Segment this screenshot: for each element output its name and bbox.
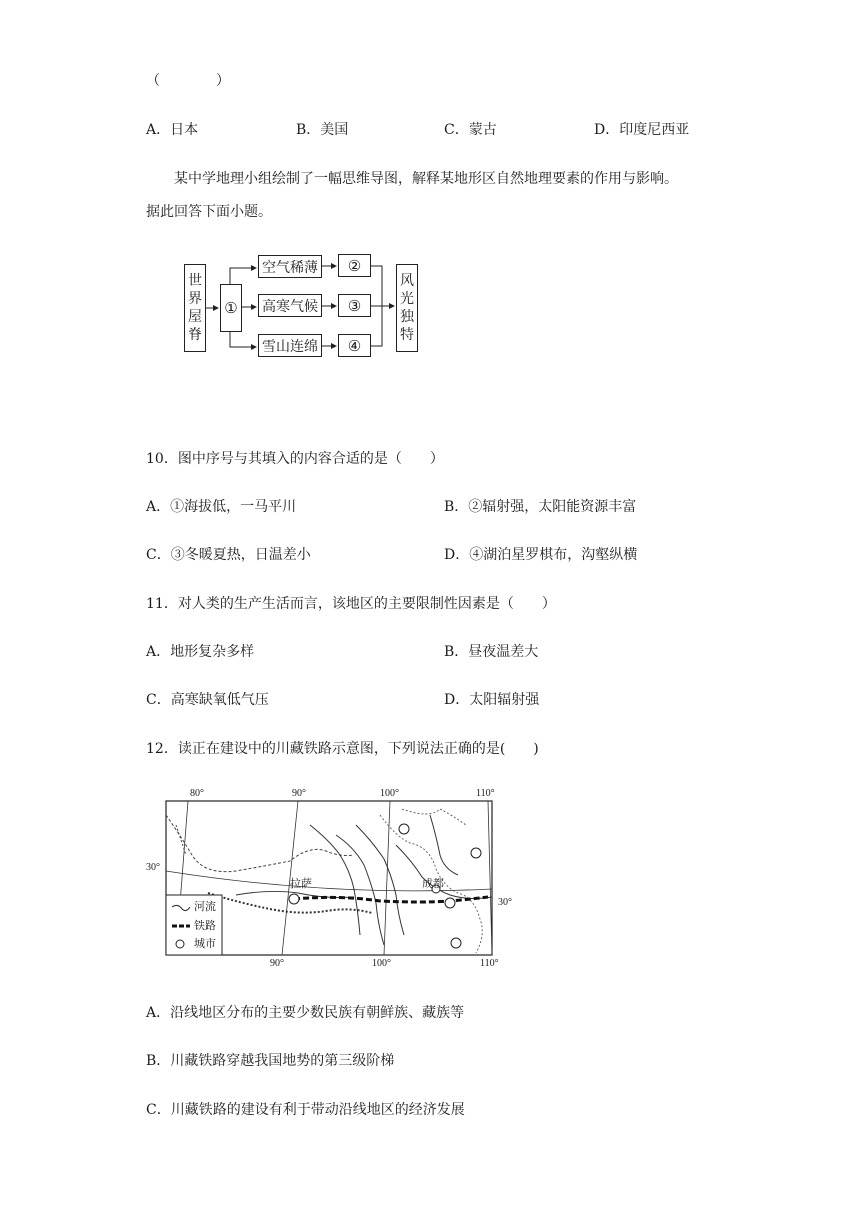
mindmap-mid-box-2: 高寒气候 bbox=[258, 294, 322, 317]
q9-option-b: B．美国 bbox=[296, 122, 349, 138]
q12-option-c: C．川藏铁路的建设有利于带动沿线地区的经济发展 bbox=[146, 1102, 465, 1118]
lon-label-bottom: 100° bbox=[372, 958, 391, 969]
lon-label-bottom: 90° bbox=[270, 958, 284, 969]
mindmap-num-box-3: ③ bbox=[338, 294, 371, 317]
q11-option-c: C．高寒缺氧低气压 bbox=[146, 692, 269, 708]
q10-option-a: A．①海拔低，一马平川 bbox=[146, 499, 297, 515]
q11-stem: 11．对人类的生产生活而言，该地区的主要限制性因素是（ ） bbox=[146, 596, 556, 612]
intro-line-1: 某中学地理小组绘制了一幅思维导图，解释某地形区自然地理要素的作用与影响。 bbox=[174, 171, 678, 187]
mindmap-right-char: 光 bbox=[400, 291, 414, 307]
lat-label-left: 30° bbox=[146, 862, 160, 873]
sichuan-tibet-railway-map bbox=[140, 785, 520, 975]
legend-river-label: 河流 bbox=[194, 900, 216, 913]
q12-stem: 12．读正在建设中的川藏铁路示意图，下列说法正确的是( ) bbox=[146, 741, 539, 757]
mindmap-left-char: 屋 bbox=[188, 309, 202, 325]
q9-option-c: C．蒙古 bbox=[444, 122, 497, 138]
q11-option-a: A．地形复杂多样 bbox=[146, 644, 255, 660]
mindmap-mid-box-3: 雪山连绵 bbox=[258, 334, 322, 357]
q10-option-c: C．③冬暖夏热，日温差小 bbox=[146, 547, 311, 563]
mindmap-mid-box-1: 空气稀薄 bbox=[258, 255, 322, 278]
q10-stem: 10．图中序号与其填入的内容合适的是（ ） bbox=[146, 451, 444, 467]
lon-label-top: 80° bbox=[190, 788, 204, 799]
city-label-lhasa: 拉萨 bbox=[290, 877, 312, 890]
mindmap-diagram bbox=[180, 248, 420, 360]
q12-option-b: B．川藏铁路穿越我国地势的第三级阶梯 bbox=[146, 1053, 395, 1069]
mindmap-num-box-2: ② bbox=[338, 254, 371, 277]
lat-label-right: 30° bbox=[498, 897, 512, 908]
lon-label-top: 110° bbox=[476, 788, 495, 799]
q9-paren: （ ） bbox=[146, 73, 230, 89]
q11-option-b: B．昼夜温差大 bbox=[444, 644, 539, 660]
q10-option-d: D．④湖泊星罗棋布，沟壑纵横 bbox=[444, 547, 638, 563]
q9-option-d: D．印度尼西亚 bbox=[594, 122, 690, 138]
q12-option-a: A．沿线地区分布的主要少数民族有朝鲜族、藏族等 bbox=[146, 1005, 465, 1021]
city-label-chengdu: 成都 bbox=[422, 877, 444, 890]
legend-rail-label: 铁路 bbox=[194, 919, 216, 932]
q11-option-d: D．太阳辐射强 bbox=[444, 692, 540, 708]
q10-option-b: B．②辐射强，太阳能资源丰富 bbox=[444, 499, 637, 515]
legend-city-label: 城市 bbox=[194, 937, 216, 950]
mindmap-left-char: 世 bbox=[188, 273, 202, 289]
lon-label-bottom: 110° bbox=[480, 958, 499, 969]
mindmap-num-box-4: ④ bbox=[338, 334, 371, 357]
q9-option-a: A．日本 bbox=[146, 122, 199, 138]
mindmap-right-box bbox=[396, 264, 418, 352]
mindmap-center-box: ① bbox=[220, 284, 242, 332]
mindmap-right-char: 独 bbox=[400, 309, 414, 325]
mindmap-left-char: 界 bbox=[188, 291, 202, 307]
mindmap-right-char: 风 bbox=[400, 273, 414, 289]
lon-label-top: 100° bbox=[380, 788, 399, 799]
lon-label-top: 90° bbox=[292, 788, 306, 799]
mindmap-left-char: 脊 bbox=[188, 327, 202, 343]
intro-line-2: 据此回答下面小题。 bbox=[146, 204, 272, 220]
mindmap-right-char: 特 bbox=[400, 327, 414, 343]
mindmap-left-box bbox=[184, 264, 206, 352]
